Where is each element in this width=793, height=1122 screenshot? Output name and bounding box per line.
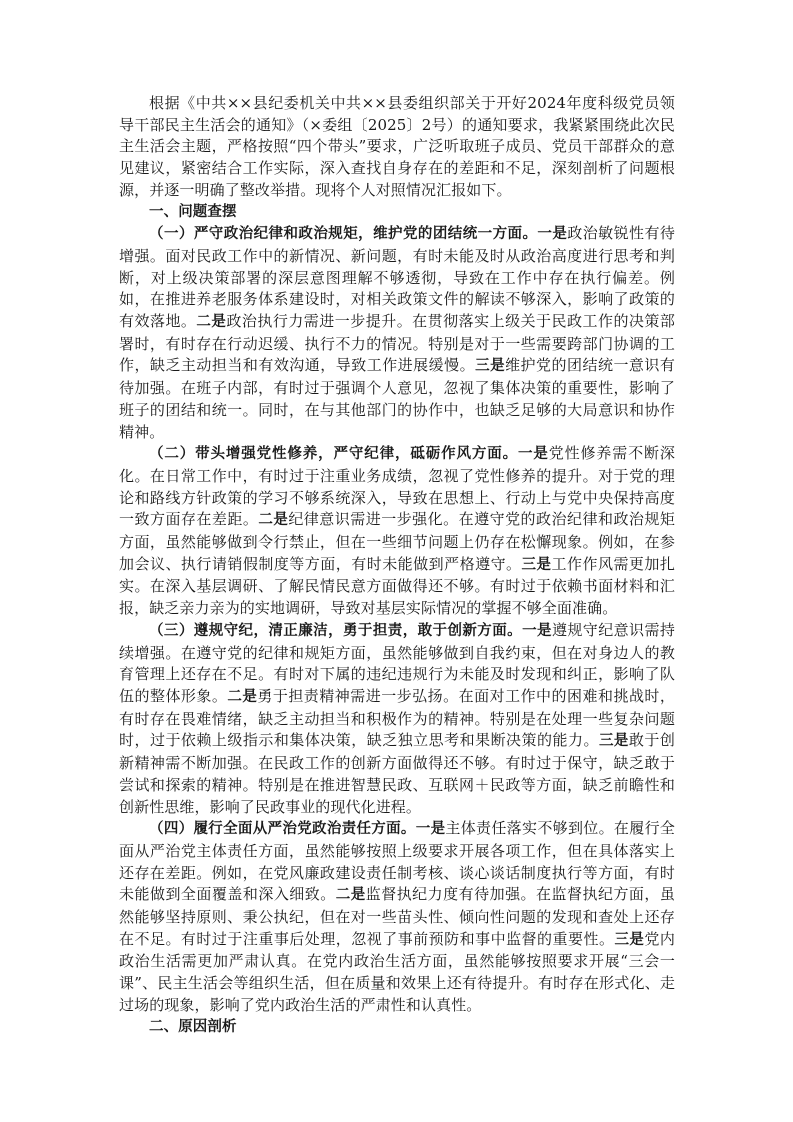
point-text: 维护党的团结统一意识有待加强。在班子内部，有时过于强调个人意见，忽视了集体决策的重要性，影响了班子的团结和统一。同时，在与其他部门的协作中，也缺乏足够的大局意识和协作精神。	[119, 356, 675, 441]
subsection-title: （三）遵规守纪，清正廉洁，勇于担责，敢于创新方面。	[149, 622, 523, 639]
point-text: 纪律意识需进一步强化。在遵守党的政治纪律和政治规矩方面，虽然能够做到令行禁止，但在一些细节问题上仍存在松懈现象。例如，在参加会议、执行请销假制度等方面，有时未能做到严格遵守。	[119, 510, 675, 573]
point-text: 监督执纪力度有待加强。在监督执纪方面，虽然能够坚持原则、秉公执纪，但在对一些苗头性、倾向性问题的发现和查处上还存在不足。有时过于注重事后处理，忽视了事前预防和事中监督的重要性。	[119, 885, 675, 948]
point-marker: 一是	[537, 226, 568, 243]
point-marker: 三是	[614, 931, 645, 948]
subsection-title: （一）严守政治纪律和政治规矩，维护党的团结统一方面。	[149, 226, 538, 243]
point-marker: 一是	[522, 622, 552, 639]
point-text: 勇于担责精神需进一步弘扬。在面对工作中的困难和挑战时，有时存在畏难情绪，缺乏主动担当和积极作为的精神。特别是在处理一些复杂问题时，过于依赖上级指示和集体决策，缺乏独立思考和果断决策的能力。	[119, 686, 676, 750]
point-text: 工作作风需更加扎实。在深入基层调研、了解民情民意方面做得还不够。有时过于依赖书面材料和汇报，缺乏亲力亲为的实地调研，导致对基层实际情况的掌握不够全面准确。	[119, 554, 675, 618]
point-marker: 三是	[475, 358, 506, 375]
point-text: 主体责任落实不够到位。在履行全面从严治党主体责任方面，虽然能够按照上级要求开展各项工作，但在具体落实上还存在差距。例如，在党风廉政建设责任制考核、谈心谈话制度执行等方面，有时未能做到全面覆盖和深入细致。	[119, 819, 675, 904]
point-text: 党性修养需不断深化。在日常工作中，有时过于注重业务成绩，忽视了党性修养的提升。对于党的理论和路线方针政策的学习不够系统深入，导致在思想上、行动上与党中央保持高度一致方面存在差距。	[119, 444, 675, 529]
section-heading-causes: 二、原因剖析	[149, 1018, 237, 1035]
point-marker: 三是	[521, 556, 552, 573]
point-marker: 二是	[196, 314, 227, 331]
point-marker: 三是	[598, 733, 629, 750]
point-text: 遵规守纪意识需持续增强。在遵守党的纪律和规矩方面，虽然能够做到自我约束，但在对身边人的教育管理上还存在不足。有时对下属的违纪违规行为未能及时发现和纠正，影响了队伍的整体形象。	[119, 620, 676, 705]
point-marker: 二是	[227, 688, 258, 705]
paragraph-party-governance	[119, 818, 675, 1016]
point-marker: 一是	[415, 821, 446, 838]
paragraph-discipline-innovation	[119, 620, 675, 818]
subsection-title: （四）履行全面从严治党政治责任方面。	[149, 821, 416, 838]
point-marker: 二是	[258, 512, 289, 529]
point-marker: 二是	[335, 887, 366, 904]
point-text: 敢于创新精神需不断加强。在民政工作的创新方面做得还不够。有时过于保守，缺乏敢于尝试和探索的精神。特别是在推进智慧民政、互联网＋民政等方面，缺乏前瞻性和创新性思维，影响了民政事业的现代化进程。	[119, 731, 675, 816]
intro-paragraph: 根据《中共××县纪委机关中共××县委组织部关于开好2024年度科级党员领导干部民主生活会的通知》（×委组〔2025〕2号）的通知要求，我紧紧围绕此次民主生活会主题，严格按照“四个带头”要求，广泛听取班子成员、党员干部群众的意见建议，紧密结合工作实际，深入查找自身存在的差距和不足，深刻剖析了问题根源，并逐一明确了整改举措。现将个人对照情况汇报如下。	[119, 94, 675, 199]
point-text: 政治敏锐性有待增强。面对民政工作中的新情况、新问题，有时未能及时从政治高度进行思考和判断，对上级决策部署的深层意图理解不够透彻，导致在工作中存在执行偏差。例如，在推进养老服务体系建设时，对相关政策文件的解读不够深入，影响了政策的有效落地。	[119, 224, 676, 331]
subsection-title: （二）带头增强党性修养，严守纪律，砥砺作风方面。	[149, 446, 518, 463]
point-text: 党内政治生活需更加严肃认真。在党内政治生活方面，虽然能够按照要求开展“三会一课”、民主生活会等组织生活，但在质量和效果上还有待提升。有时存在形式化、走过场的现象，影响了党内政治生活的严肃性和认真性。	[119, 929, 676, 1014]
paragraph-political-discipline	[119, 223, 675, 443]
point-text: 政治执行力需进一步提升。在贯彻落实上级关于民政工作的决策部署时，有时存在行动迟缓、执行不力的情况。特别是对于一些需要跨部门协调的工作，缺乏主动担当和有效沟通，导致工作进展缓慢。	[119, 312, 675, 375]
section-heading-problems: 一、问题查摆	[149, 203, 237, 220]
point-marker: 一是	[518, 446, 549, 463]
paragraph-party-spirit	[119, 443, 675, 620]
